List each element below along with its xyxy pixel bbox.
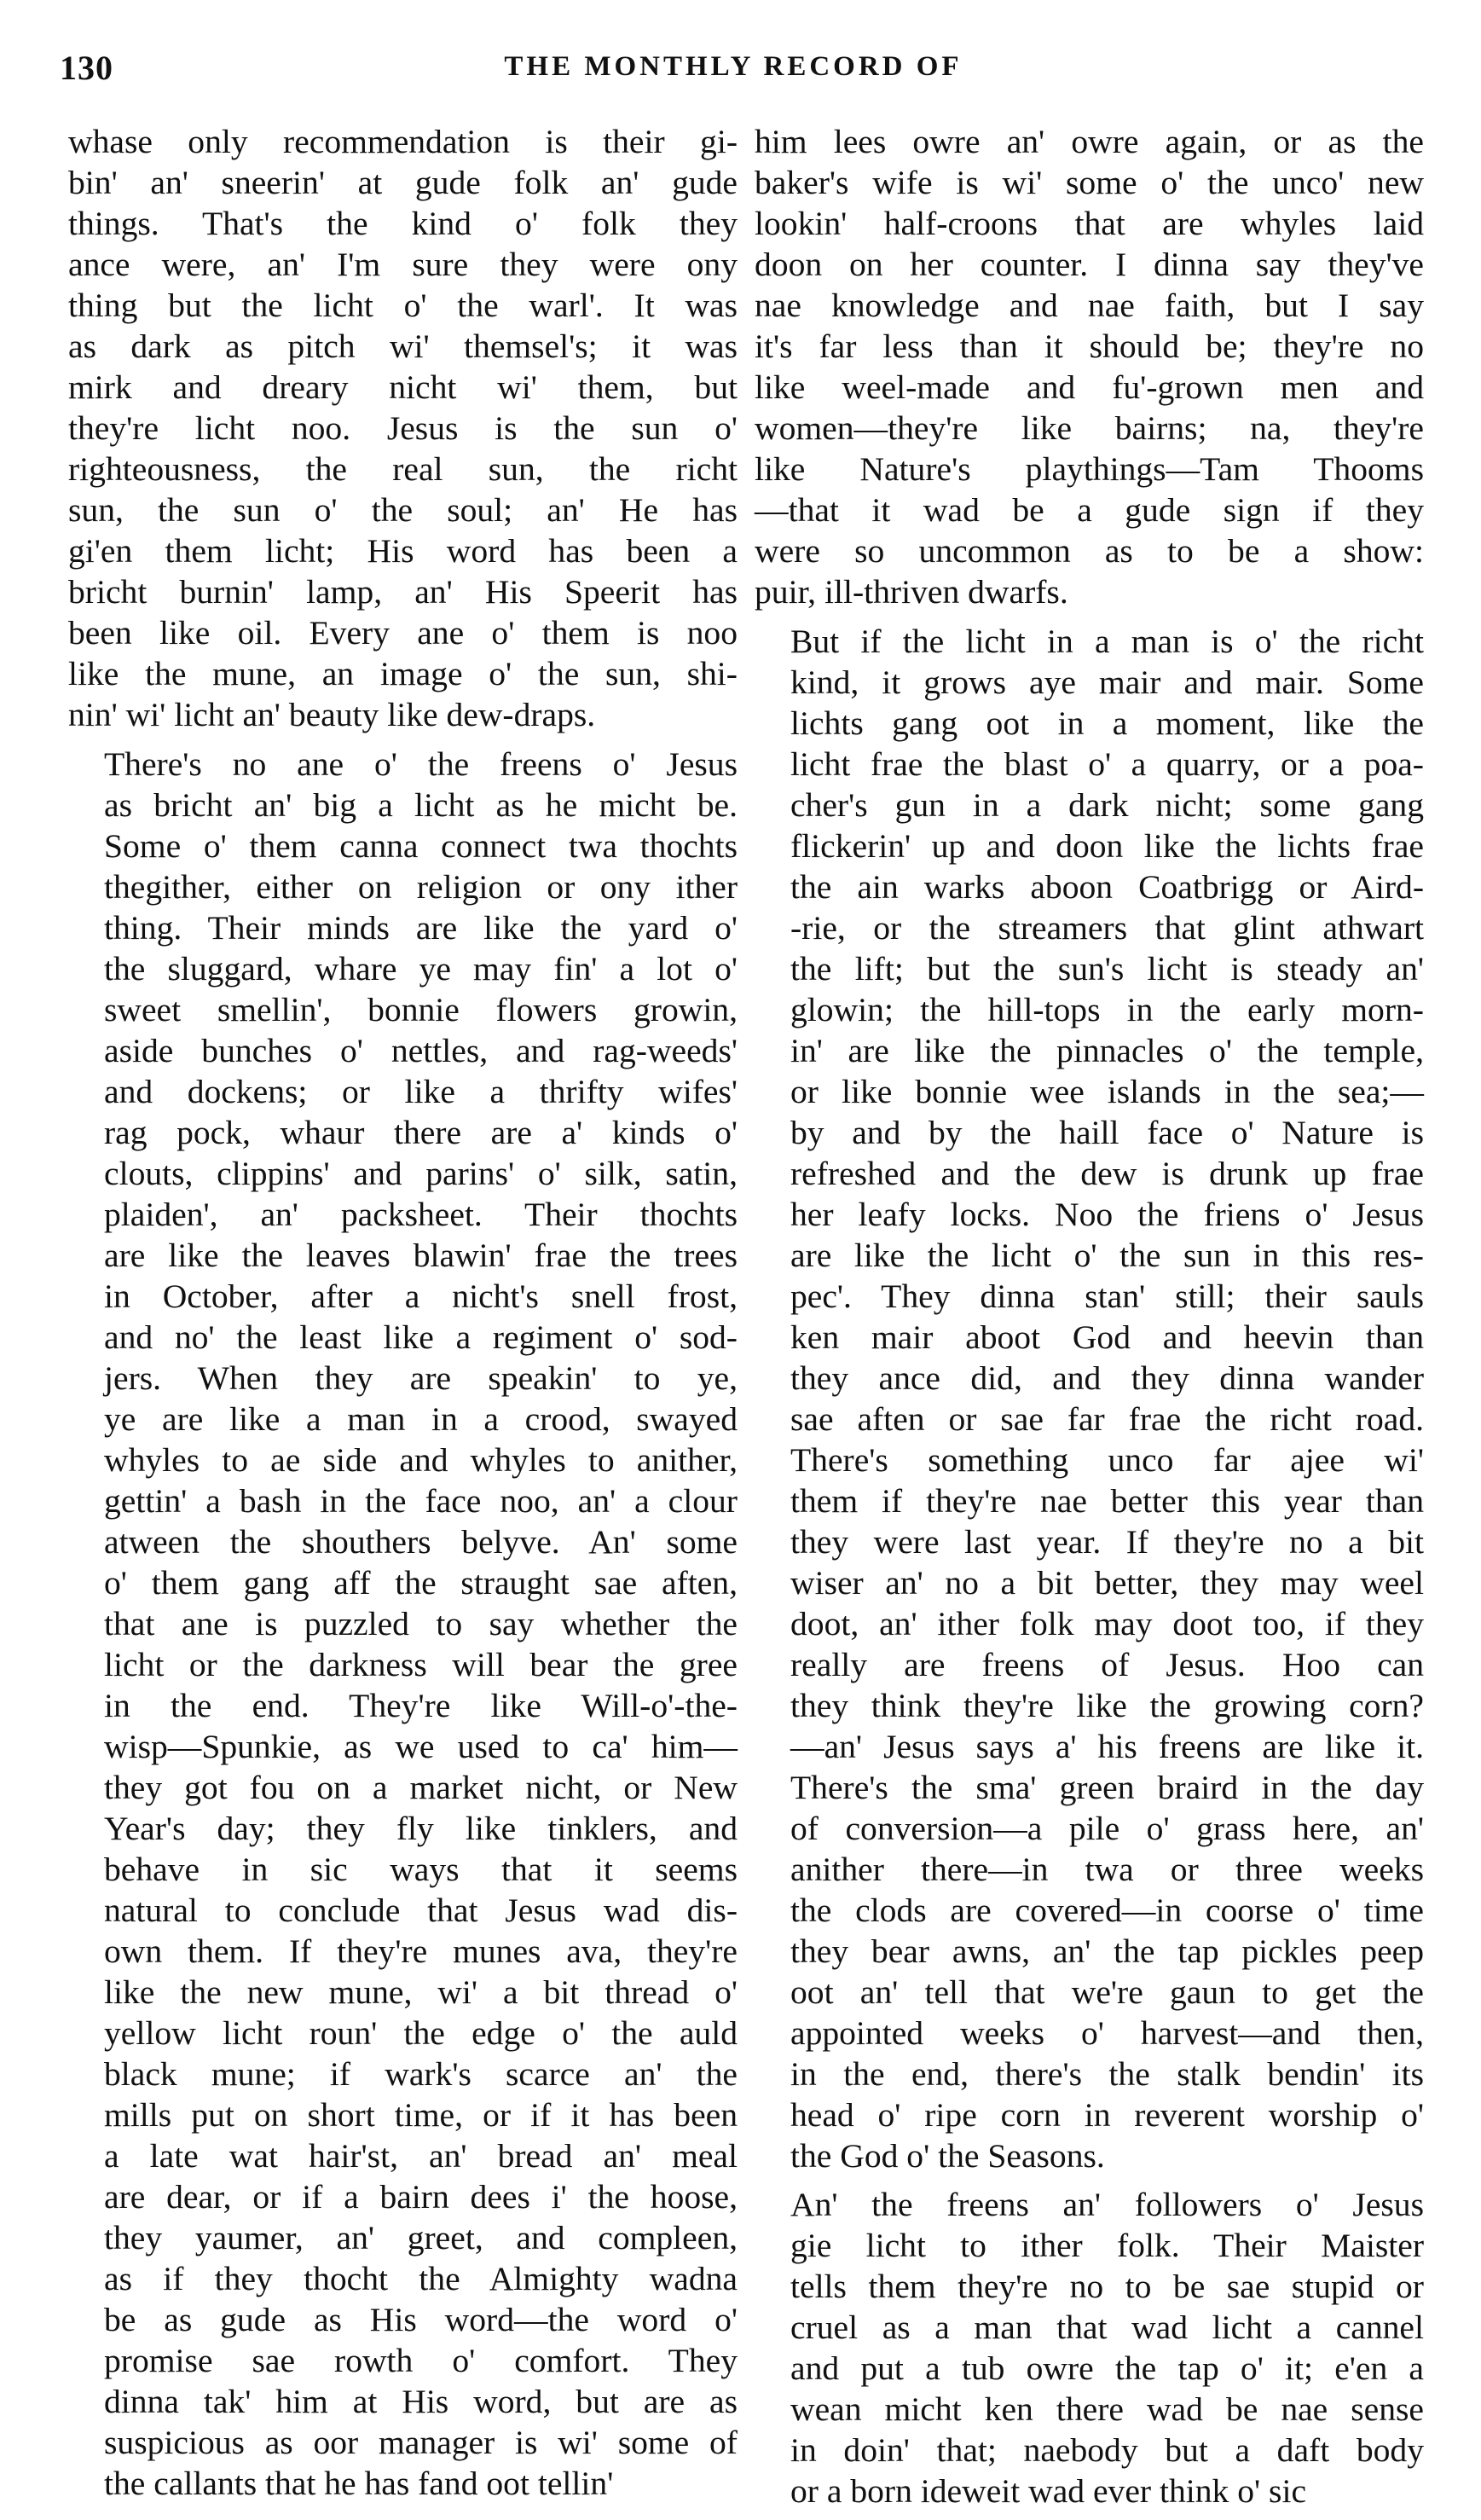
text-line: whyles to ae side and whyles to anither, <box>104 1440 738 1479</box>
text-line: him lees owre an' owre again, or as the <box>755 123 1424 160</box>
text-line: gie licht to ither folk. Their Maister <box>790 2227 1424 2264</box>
text-line: nae knowledge and nae faith, but I say <box>755 287 1424 324</box>
text-line: lichts gang oot in a moment, like the <box>790 704 1424 742</box>
text-line: and put a tub owre the tap o' it; e'en a <box>790 2349 1424 2387</box>
text-line: really are freens of Jesus. Hoo can <box>790 1645 1424 1683</box>
text-line: There's no ane o' the freens o' Jesus <box>104 744 738 783</box>
text-line: refreshed and the dew is drunk up frae <box>790 1154 1424 1192</box>
text-line: are like the leaves blawin' frae the trees <box>104 1236 738 1274</box>
running-head: THE MONTHLY RECORD OF <box>504 51 963 82</box>
paragraph <box>755 2184 1424 2511</box>
paragraph <box>755 121 1424 612</box>
text-line: as bricht an' big a licht as he micht be. <box>104 785 738 824</box>
text-line: doot, an' ither folk may doot too, if they <box>790 1604 1424 1642</box>
text-line: But if the licht in a man is o' the richt <box>790 622 1424 660</box>
text-line: bricht burnin' lamp, an' His Speerit has <box>68 573 738 611</box>
text-line: atween the shouthers belyve. An' some <box>104 1522 738 1561</box>
text-line: bin' an' sneerin' at gude folk an' gude <box>68 164 738 201</box>
text-line: natural to conclude that Jesus wad dis- <box>104 1891 738 1929</box>
text-line: plaiden', an' packsheet. Their thochts <box>104 1195 738 1233</box>
text-line: behave in sic ways that it seems <box>104 1850 738 1888</box>
text-line: they're licht noo. Jesus is the sun o' <box>68 409 738 447</box>
text-line: or a born ideweit wad ever think o' sic <box>790 2472 1307 2510</box>
text-line: thegither, either on religion or ony ither <box>104 867 738 906</box>
text-line: sae aften or sae far frae the richt road. <box>790 1399 1424 1438</box>
text-line: of conversion—a pile o' grass here, an' <box>790 1809 1424 1847</box>
text-line: the callants that he has fand oot tellin' <box>104 2464 614 2502</box>
text-line: cruel as a man that wad licht a cannel <box>790 2309 1424 2346</box>
text-line: yellow licht roun' the edge o' the auld <box>104 2013 738 2052</box>
text-line: own them. If they're munes ava, they're <box>104 1932 738 1970</box>
text-line: it's far less than it should be; they're no <box>755 327 1424 365</box>
text-line: like the new mune, wi' a bit thread o' <box>104 1973 738 2011</box>
text-line: Some o' them canna connect twa thochts <box>104 826 738 865</box>
text-line: flickerin' up and doon like the lichts frae <box>790 826 1424 865</box>
text-line: women—they're like bairns; na, they're <box>755 409 1424 447</box>
text-line: nin' wi' licht an' beauty like dew-draps. <box>68 696 596 733</box>
text-line: jers. When they are speakin' to ye, <box>104 1358 738 1397</box>
text-line: suspicious as oor manager is wi' some of <box>104 2423 738 2461</box>
text-line: be as gude as His word—the word o' <box>104 2300 738 2338</box>
page-header <box>60 48 1407 99</box>
text-line: in doin' that; naebody but a daft body <box>790 2431 1424 2469</box>
text-line: they think they're like the growing corn? <box>790 1686 1424 1724</box>
text-line: sweet smellin', bonnie flowers growin, <box>104 990 738 1028</box>
text-line: as dark as pitch wi' themsel's; it was <box>68 327 738 365</box>
paragraph <box>68 121 738 735</box>
text-line: pec'. They dinna stan' still; their sauls <box>790 1277 1424 1315</box>
text-line: tells them they're no to be sae stupid or <box>790 2268 1424 2305</box>
text-line: glowin; the hill-tops in the early morn- <box>790 990 1424 1028</box>
text-line: that ane is puzzled to say whether the <box>104 1604 738 1642</box>
right-column <box>755 121 1424 2520</box>
text-line: the clods are covered—in coorse o' time <box>790 1891 1424 1929</box>
text-line: There's the sma' green braird in the day <box>790 1768 1424 1806</box>
text-line: are like the licht o' the sun in this res- <box>790 1236 1424 1274</box>
text-line: like the mune, an image o' the sun, shi- <box>68 655 738 692</box>
text-line: wisp—Spunkie, as we used to ca' him— <box>104 1727 738 1765</box>
text-line: black mune; if wark's scarce an' the <box>104 2054 738 2093</box>
text-line: Year's day; they fly like tinklers, and <box>104 1809 738 1847</box>
text-line: ken mair aboot God and heevin than <box>790 1318 1424 1356</box>
text-line: ye are like a man in a crood, swayed <box>104 1399 738 1438</box>
text-line: whase only recommendation is their gi- <box>68 123 738 160</box>
text-line: her leafy locks. Noo the friens o' Jesus <box>790 1195 1424 1233</box>
text-line: sun, the sun o' the soul; an' He has <box>68 491 738 529</box>
text-line: the ain warks aboon Coatbrigg or Aird- <box>790 867 1424 906</box>
text-line: puir, ill-thriven dwarfs. <box>755 573 1068 611</box>
text-line: -rie, or the streamers that glint athwart <box>790 908 1424 947</box>
text-line: they were last year. If they're no a bit <box>790 1522 1424 1561</box>
text-line: in the end. They're like Will-o'-the- <box>104 1686 738 1724</box>
text-line: like Nature's playthings—Tam Thooms <box>755 450 1424 488</box>
text-line: —that it wad be a gude sign if they <box>755 491 1424 529</box>
paragraph <box>755 621 1424 2176</box>
text-line: thing. Their minds are like the yard o' <box>104 908 738 947</box>
text-line: ance were, an' I'm sure they were ony <box>68 246 738 283</box>
text-line: baker's wife is wi' some o' the unco' new <box>755 164 1424 201</box>
text-line: mills put on short time, or if it has been <box>104 2095 738 2134</box>
text-line: by and by the haill face o' Nature is <box>790 1113 1424 1151</box>
text-line: the God o' the Seasons. <box>790 2136 1105 2175</box>
paragraph <box>68 744 738 2504</box>
text-line: and no' the least like a regiment o' sod- <box>104 1318 738 1356</box>
text-line: lookin' half-croons that are whyles laid <box>755 205 1424 242</box>
text-line: or like bonnie wee islands in the sea;— <box>790 1072 1424 1110</box>
text-line: There's something unco far ajee wi' <box>790 1440 1424 1479</box>
text-line: been like oil. Every ane o' them is noo <box>68 614 738 652</box>
text-line: in' are like the pinnacles o' the temple, <box>790 1031 1424 1069</box>
text-line: they ance did, and they dinna wander <box>790 1358 1424 1397</box>
text-line: they got fou on a market nicht, or New <box>104 1768 738 1806</box>
text-line: were so uncommon as to be a show: <box>755 532 1424 570</box>
text-line: oot an' tell that we're gaun to get the <box>790 1973 1424 2011</box>
text-line: appointed weeks o' harvest—and then, <box>790 2013 1424 2052</box>
text-line: licht frae the blast o' a quarry, or a poa- <box>790 744 1424 783</box>
text-line: as if they thocht the Almighty wadna <box>104 2259 738 2297</box>
text-line: mirk and dreary nicht wi' them, but <box>68 368 738 406</box>
text-line: head o' ripe corn in reverent worship o' <box>790 2095 1424 2134</box>
text-line: wiser an' no a bit better, they may weel <box>790 1563 1424 1602</box>
text-line: righteousness, the real sun, the richt <box>68 450 738 488</box>
text-line: rag pock, whaur there are a' kinds o' <box>104 1113 738 1151</box>
text-line: they yaumer, an' greet, and compleen, <box>104 2218 738 2256</box>
text-line: are dear, or if a bairn dees i' the hoose, <box>104 2177 738 2216</box>
text-line: clouts, clippins' and parins' o' silk, satin, <box>104 1154 738 1192</box>
text-line: them if they're nae better this year than <box>790 1481 1424 1520</box>
page-number: 130 <box>60 49 113 87</box>
text-line: the lift; but the sun's licht is steady an' <box>790 949 1424 988</box>
text-line: in the end, there's the stalk bendin' its <box>790 2054 1424 2093</box>
text-line: An' the freens an' followers o' Jesus <box>790 2186 1424 2223</box>
text-line: —an' Jesus says a' his freens are like it. <box>790 1727 1424 1765</box>
text-line: thing but the licht o' the warl'. It was <box>68 287 738 324</box>
text-line: cher's gun in a dark nicht; some gang <box>790 785 1424 824</box>
text-line: gi'en them licht; His word has been a <box>68 532 738 570</box>
text-line: o' them gang aff the straught sae aften, <box>104 1563 738 1602</box>
text-line: the sluggard, whare ye may fin' a lot o' <box>104 949 738 988</box>
text-line: like weel-made and fu'-grown men and <box>755 368 1424 406</box>
text-line: licht or the darkness will bear the gree <box>104 1645 738 1683</box>
text-line: in October, after a nicht's snell frost, <box>104 1277 738 1315</box>
text-line: and dockens; or like a thrifty wifes' <box>104 1072 738 1110</box>
text-line: they bear awns, an' the tap pickles peep <box>790 1932 1424 1970</box>
text-line: wean micht ken there wad be nae sense <box>790 2390 1424 2428</box>
text-line: kind, it grows aye mair and mair. Some <box>790 663 1424 701</box>
text-line: dinna tak' him at His word, but are as <box>104 2382 738 2420</box>
text-line: doon on her counter. I dinna say they've <box>755 246 1424 283</box>
text-line: gettin' a bash in the face noo, an' a clour <box>104 1481 738 1520</box>
text-line: promise sae rowth o' comfort. They <box>104 2341 738 2379</box>
text-line: aside bunches o' nettles, and rag-weeds' <box>104 1031 738 1069</box>
text-line: things. That's the kind o' folk they <box>68 205 738 242</box>
text-line: anither there—in twa or three weeks <box>790 1850 1424 1888</box>
left-column <box>68 121 738 2511</box>
text-line: a late wat hair'st, an' bread an' meal <box>104 2136 738 2175</box>
